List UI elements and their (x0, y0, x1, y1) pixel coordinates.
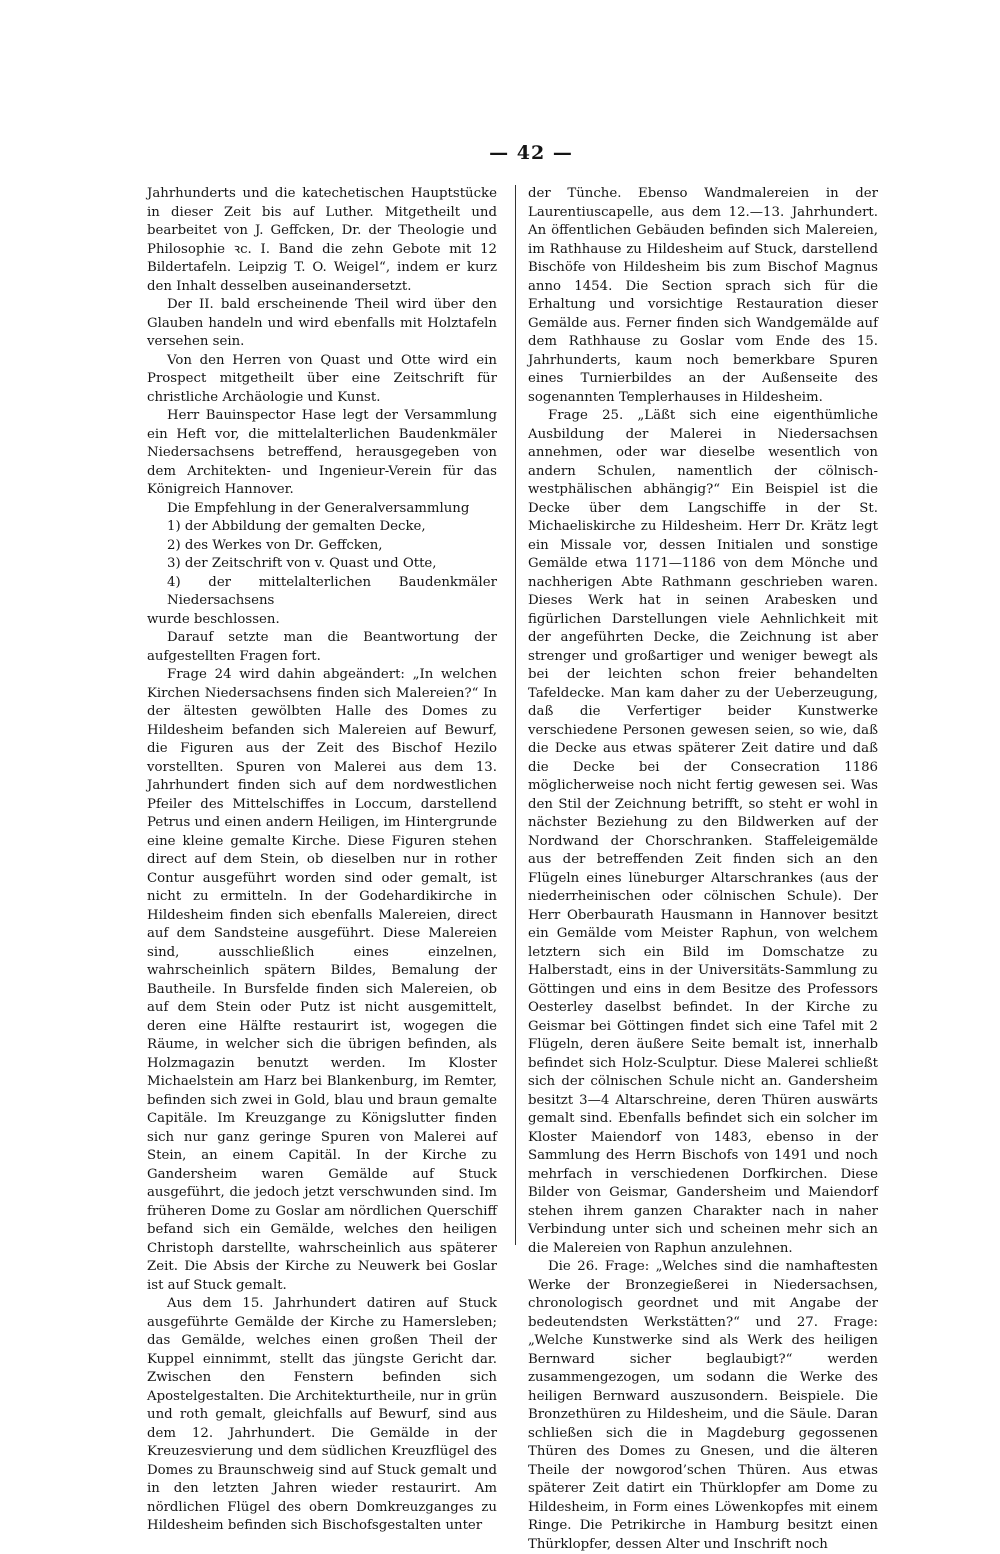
list-item: 2) des Werkes von Dr. Geffcken, (167, 537, 383, 553)
left-column (147, 185, 497, 1536)
column-divider (515, 185, 516, 1245)
paragraph: Die 26. Frage: „Welches sind die namhaftesten Werke der Bronzegießerei in Niedersachsen, chronologisch geordnet und mit Angabe der bedeutendsten Werkstätten?“ und 27. Frage: „Welche Kunstwerke sind als Werk des heiligen Bernward sicher beglaubigt?“ werden zusammengezogen, um sodann die Werke des heiligen Bernward auszusondern. Beispiele. Die Bronzethüren zu Hildesheim, und die Säule. Daran schließen sich die in Magdeburg gegossenen Thüren des Domes zu Gnesen, und die älteren Theile der nowgorod’schen Thüren. Aus etwas späterer Zeit datirt ein Thürklopfer am Dome zu Hildesheim, in Form eines Löwenkopfes mit einem Ringe. Die Petrikirche in Hamburg besitzt einen Thürklopfer, dessen Alter und Inschrift noch (528, 1259, 878, 1552)
list-item: 1) der Abbildung der gemalten Decke, (167, 519, 426, 534)
paragraph: wurde beschlossen. (147, 611, 280, 627)
paragraph: Jahrhunderts und die katechetischen Hauptstücke in dieser Zeit bis auf Luther. Mitgetheilt und bearbeitet von J. Geffcken, Dr. der Theologie und Philosophie ꝛc. I. Band die zehn Gebote mit 12 Bildertafeln. Leipzig T. O. Weigel“, indem er kurz den Inhalt desselben auseinandersetzt. (147, 186, 497, 294)
paragraph: Herr Bauinspector Hase legt der Versammlung ein Heft vor, die mittelalterlichen Baudenkmäler Niedersachsens betreffend, herausgegeben von dem Architekten- und Ingenieur-Verein für das Königreich Hannover. (147, 408, 497, 497)
paragraph: Die Empfehlung in der Generalversammlung (167, 500, 470, 516)
page-number: — 42 — (489, 142, 573, 164)
paragraph: Von den Herren von Quast und Otte wird ein Prospect mitgetheilt über eine Zeitschrift für christliche Archäologie und Kunst. (147, 352, 497, 405)
paragraph: Aus dem 15. Jahrhundert datiren auf Stuck ausgeführte Gemälde der Kirche zu Hamersleben; das Gemälde, welches einen großen Theil der Kuppel einnimmt, stellt das jüngste Gericht dar. Zwischen den Fenstern befinden sich Apostelgestalten. Die Architekturtheile, nur in grün und roth gemalt, gleichfalls auf Bewurf, sind aus dem 12. Jahrhundert. Die Gemälde in der Kreuzesvierung und dem südlichen Kreuzflügel des Domes zu Braunschweig sind auf Stuck gemalt und in den letzten Jahren wieder restaurirt. Am nördlichen Flügel des obern Domkreuzganges zu Hildesheim befinden sich Bischofsgestalten unter (147, 1296, 497, 1533)
paragraph: der Tünche. Ebenso Wandmalereien in der Laurentiuscapelle, aus dem 12.—13. Jahrhundert. An öffentlichen Gebäuden befinden sich Malereien, im Rathhause zu Hildesheim auf Stuck, darstellend Bischöfe von Hildesheim bis zum Bischof Magnus anno 1454. Die Section sprach sich für die Erhaltung und vorsichtige Restauration dieser Gemälde aus. Ferner finden sich Wandgemälde auf dem Rathhause zu Goslar vom Ende des 15. Jahrhunderts, kaum noch bemerkbare Spuren eines Turnierbildes an der Außenseite des sogenannten Templerhauses in Hildesheim. (528, 186, 878, 405)
paragraph: Darauf setzte man die Beantwortung der aufgestellten Fragen fort. (147, 630, 497, 664)
list-item: 4) der mittelalterlichen Baudenkmäler Niedersachsens (167, 574, 497, 608)
paragraph: Frage 25. „Läßt sich eine eigenthümliche Ausbildung der Malerei in Niedersachsen annehmen, oder war dieselbe wesentlich von andern Schulen, namentlich der cölnisch-westphälischen abhängig?“ Ein Beispiel ist die Decke über dem Langschiffe in der St. Michaeliskirche zu Hildesheim. Herr Dr. Krätz legt ein Missale vor, dessen Initialen und sonstige Gemälde etwa 1171—1186 von dem Mönche und nachherigen Abte Rathmann geschrieben waren. Dieses Werk hat in seinen Arabesken und figürlichen Darstellungen viele Aehnlichkeit mit der angeführten Decke, die Zeichnung ist aber strenger und großartiger und weniger bewegt als bei der leichten schon freier behandelten Tafeldecke. Man kam daher zu der Ueberzeugung, daß die Verfertiger beider Kunstwerke verschiedene Personen gewesen seien, so wie, daß die Decke aus etwas späterer Zeit datire und daß die Decke bei der Consecration 1186 möglicherweise noch nicht fertig gewesen sei. Was den Stil der Zeichnung betrifft, so steht er wohl in nächster Beziehung zu den Bildwerken auf der Nordwand der Chorschranken. Staffeleigemälde aus der betreffenden Zeit finden sich an den Flügeln eines lüneburger Altarschrankes (aus der niederrheinischen oder cölnischen Schule). Der Herr Oberbaurath Hausmann in Hannover besitzt ein Gemälde vom Meister Raphun, von welchem letztern sich ein Bild im Domschatze zu Halberstadt, eins in der Universitäts-Sammlung zu Göttingen und eins in dem Besitze des Professors Oesterley daselbst befindet. In der Kirche zu Geismar bei Göttingen findet sich eine Tafel mit 2 Flügeln, deren äußere Seite bemalt ist, innerhalb befindet sich Holz-Sculptur. Diese Malerei schließt sich der cölnischen Schule nicht an. Gandersheim besitzt 3—4 Altarschreine, deren Thüren auswärts gemalt sind. Ebenfalls befindet sich ein solcher im Kloster Maiendorf von 1483, ebenso in der Sammlung des Herrn Bischofs von 1491 und noch mehrfach in verschiedenen Dorfkirchen. Diese Bilder von Geismar, Gandersheim und Maiendorf stehen ihrem ganzen Charakter nach in naher Verbindung unter sich und scheinen mehr sich an die Malereien von Raphun anzulehnen. (528, 408, 878, 1256)
list-item: 3) der Zeitschrift von v. Quast und Otte, (167, 556, 437, 571)
right-column (528, 185, 878, 1554)
paragraph: Der II. bald erscheinende Theil wird über den Glauben handeln und wird ebenfalls mit Holztafeln versehen sein. (147, 297, 497, 349)
paragraph: Frage 24 wird dahin abgeändert: „In welchen Kirchen Niedersachsens finden sich Malereien?“ In der ältesten gewölbten Halle des Domes zu Hildesheim befanden sich Malereien auf Bewurf, die Figuren aus der Zeit des Bischof Hezilo vorstellten. Spuren von Malerei aus dem 13. Jahrhundert finden sich auf dem nordwestlichen Pfeiler des Mittelschiffes in Loccum, darstellend Petrus und einen andern Heiligen, im Hintergrunde eine kleine gemalte Kirche. Diese Figuren stehen direct auf dem Stein, ob dieselben nur in rother Contur ausgeführt worden sind oder gemalt, ist nicht zu ermitteln. In der Godehardikirche in Hildesheim finden sich ebenfalls Malereien, direct auf dem Sandsteine ausgeführt. Diese Malereien sind, ausschließlich eines einzelnen, wahrscheinlich spätern Bildes, Bemalung der Bautheile. In Bursfelde finden sich Malereien, ob auf dem Stein oder Putz ist nicht ausgemittelt, deren eine Hälfte restaurirt ist, wogegen die Räume, in welcher sich die übrigen befinden, als Holzmagazin benutzt werden. Im Kloster Michaelstein am Harz bei Blankenburg, im Remter, befinden sich zwei in Gold, blau und braun gemalte Capitäle. Im Kreuzgange zu Königslutter finden sich nur ganz geringe Spuren von Malerei auf Stein, an einem Capitäl. In der Kirche zu Gandersheim waren Gemälde auf Stuck ausgeführt, die jedoch jetzt verschwunden sind. Im früheren Dome zu Goslar am nördlichen Querschiff befand sich ein Gemälde, welches den heiligen Christoph darstellte, wahrscheinlich aus späterer Zeit. Die Absis der Kirche zu Neuwerk bei Goslar ist auf Stuck gemalt. (147, 667, 497, 1293)
recommendation-list (147, 518, 497, 611)
